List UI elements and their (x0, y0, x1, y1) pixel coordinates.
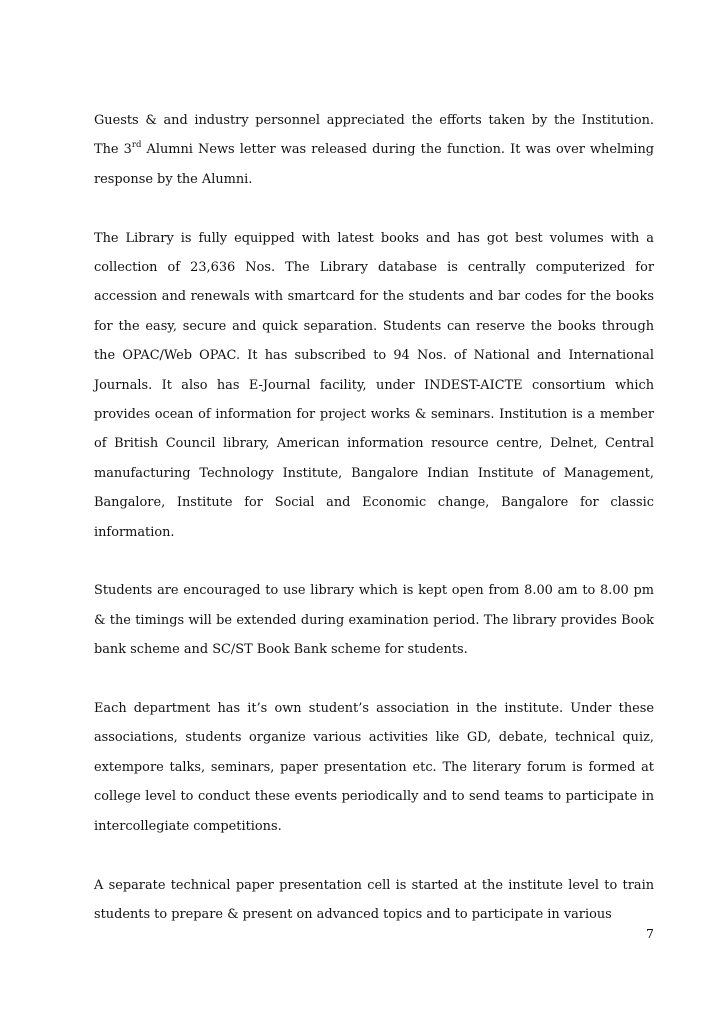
paragraph-library: The Library is fully equipped with latest books and has got best volumes with a collection of 23,636 Nos. The Library database is centrally computerized for accession and renewals with smartcard for the students and bar codes for the books for the easy, secure and quick separation. Students can reserve the books through the OPAC/Web OPAC. It has subscribed to 94 Nos. of National and International Journals. It also has E-Journal facility, under INDEST-AICTE consortium which provides ocean of information for project works & seminars. Institution is a member of British Council library, American information resource centre, Delnet, Central manufacturing Technology Institute, Bangalore Indian Institute of Management, Bangalore, Institute for Social and Economic change, Bangalore for classic information. (94, 230, 654, 540)
paragraph-alumni-text-start: Guests & and industry personnel appreciated the efforts taken by the Institution. The 3 (94, 113, 654, 158)
paragraph-technical-paper-cell: A separate technical paper presentation cell is started at the institute level to train students to prepare & present on advanced topics and to participate in various (94, 877, 654, 922)
body-text (94, 106, 654, 929)
paragraph-alumni (94, 106, 654, 194)
paragraph-student-associations: Each department has it’s own student’s association in the institute. Under these associations, students organize various activities like GD, debate, technical quiz, extempore talks, seminars, paper presentation etc. The literary forum is formed at college level to conduct these events periodically and to send teams to participate in intercollegiate competitions. (94, 701, 654, 834)
ordinal-superscript: rd (131, 140, 142, 151)
paragraph-library-timings: Students are encouraged to use library which is kept open from 8.00 am to 8.00 pm & the timings will be extended during examination period. The library provides Book bank scheme and SC/ST Book Bank scheme for students. (94, 583, 654, 658)
page-number: 7 (646, 926, 654, 941)
paragraph-alumni-text-end: Alumni News letter was released during the function. It was over whelming response by the Alumni. (94, 142, 654, 187)
